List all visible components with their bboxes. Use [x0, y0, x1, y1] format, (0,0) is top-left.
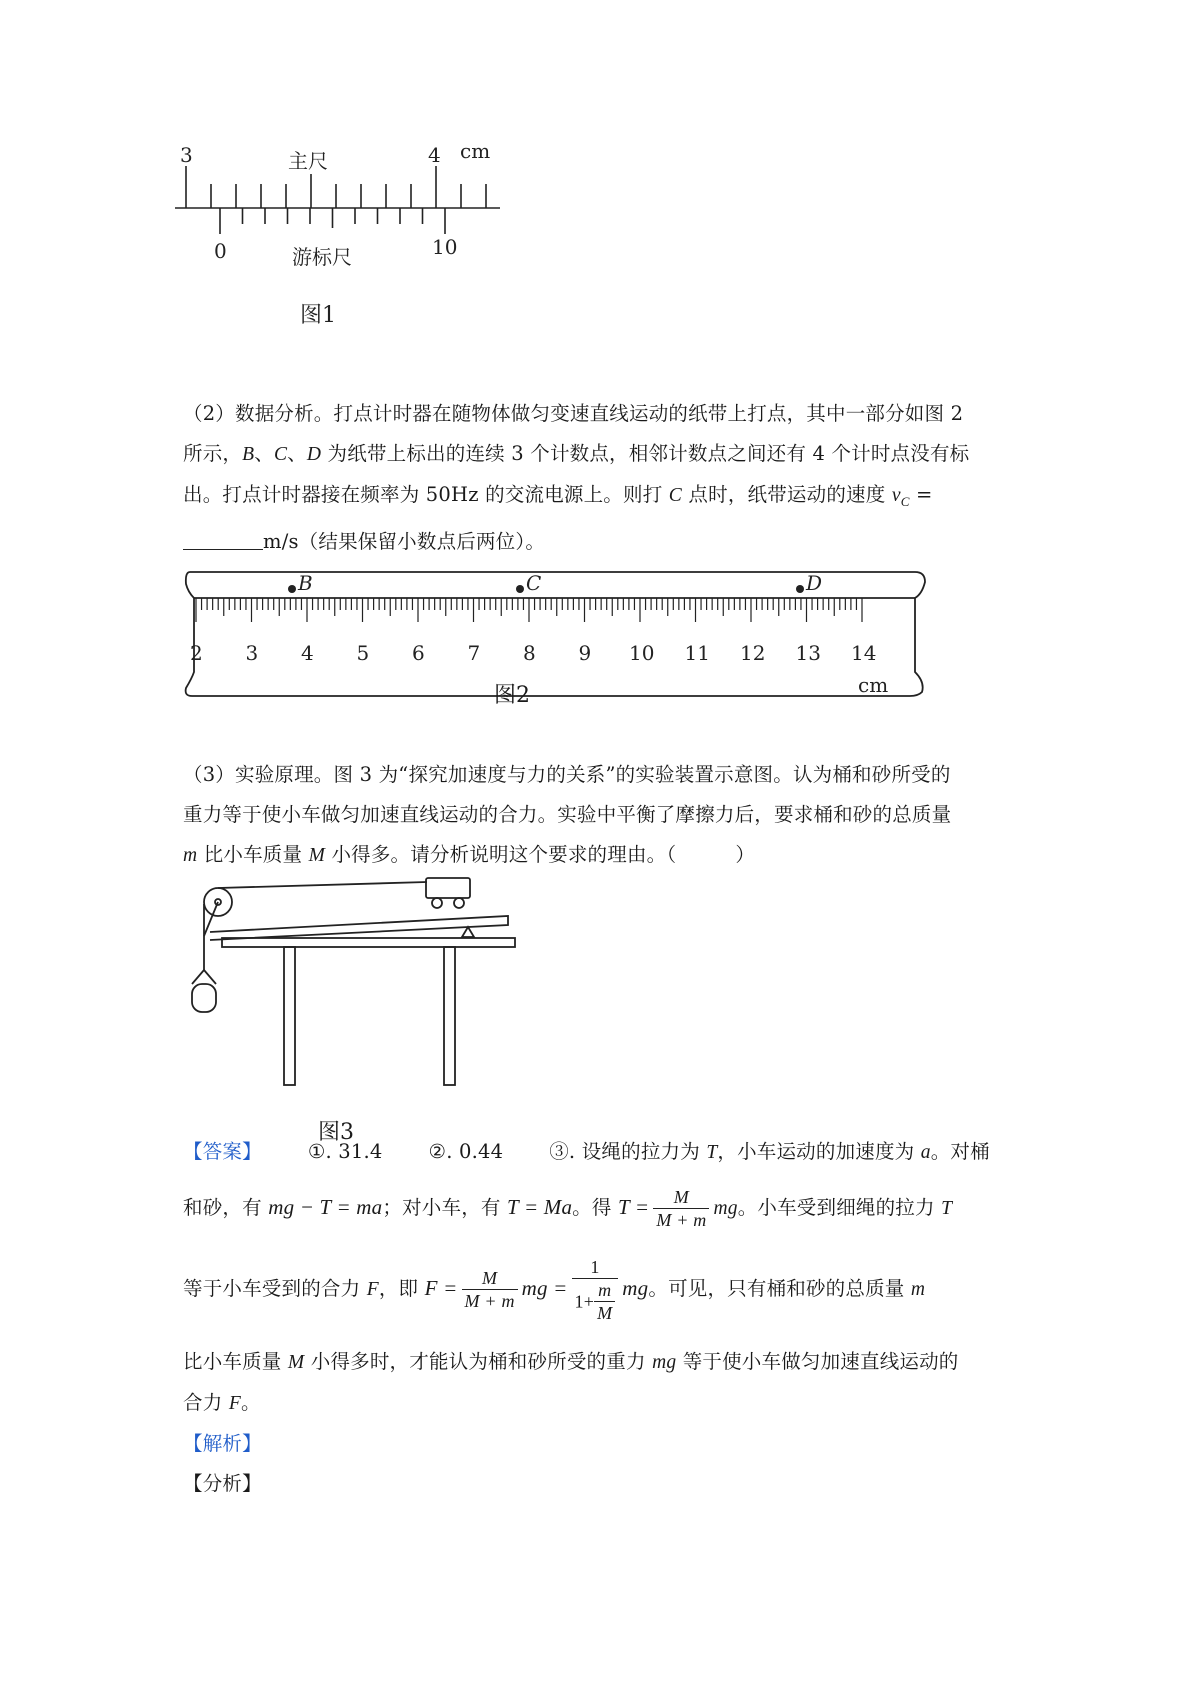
answer-text: 小得多时，才能认为桶和砂所受的重力	[304, 1350, 653, 1373]
answer-text: 等于使小车做匀加速直线运动的	[676, 1350, 959, 1373]
q2-line-1: （2）数据分析。打点计时器在随物体做匀变速直线运动的纸带上打点，其中一部分如图 2	[183, 402, 964, 425]
force-f: F	[366, 1279, 379, 1300]
tape-tick-label: 4	[301, 641, 314, 665]
mass-big-m: M	[287, 1352, 305, 1373]
tape-point-d	[796, 585, 804, 593]
q2-sep: 、	[254, 442, 274, 465]
tape-tick-label: 5	[356, 641, 370, 665]
figure-2-ruler-tape	[170, 560, 930, 710]
fraction-one-over	[572, 1256, 619, 1324]
q2-sep: 、	[287, 442, 307, 465]
figure-3-apparatus	[180, 870, 530, 1110]
q2-line-2	[183, 434, 1033, 475]
main-scale-label: 主尺	[288, 149, 328, 173]
q2-line-3	[183, 475, 1033, 522]
equation-mg-equals: mg =	[521, 1276, 568, 1300]
q3-line-2: 重力等于使小车做匀加速直线运动的合力。实验中平衡了摩擦力后，要求桶和砂的总质量	[183, 803, 952, 826]
answer-2: ②. 0.44	[428, 1140, 504, 1163]
weight-mg: mg	[652, 1352, 677, 1373]
q3-line-1: （3）实验原理。图 3 为“探究加速度与力的关系”的实验装置示意图。认为桶和砂所受的	[183, 763, 951, 786]
answer-line-3	[183, 1248, 1033, 1332]
equation-tension-lhs: T =	[617, 1195, 650, 1219]
tape-label-b: B	[298, 571, 313, 595]
q3-text: 比小车质量	[197, 843, 309, 866]
q3-text: 小得多。请分析说明这个要求的理由。（ ）	[325, 843, 756, 866]
tape-label-d: D	[806, 571, 823, 595]
vernier-0: 0	[214, 239, 227, 263]
mass-big-m: M	[308, 845, 326, 866]
tape-tick-label: 11	[684, 641, 710, 665]
tape-unit-cm: cm	[858, 673, 889, 697]
q2-text: 点时，纸带运动的速度	[682, 483, 892, 506]
tension-t: T	[941, 1198, 953, 1219]
fraction-m-over-m-plus-m	[653, 1186, 709, 1231]
tape-tick-label: 3	[245, 641, 259, 665]
tape-tick-label: 2	[190, 641, 203, 665]
fraction-denominator	[572, 1279, 619, 1324]
point-d-ref: D	[306, 444, 322, 465]
inner-numerator: m	[594, 1279, 615, 1302]
fraction-numerator: M	[462, 1267, 518, 1290]
figure-2-caption: 图2	[494, 683, 530, 708]
q2-text: 出。打点计时器接在频率为 50Hz 的交流电源上。则打	[183, 483, 669, 506]
answer-blank[interactable]	[183, 531, 263, 550]
mass-m: m	[910, 1279, 926, 1300]
answer-line-2	[183, 1178, 1033, 1236]
equation-mg: mg	[622, 1276, 649, 1300]
fenxi-tag: 【分析】	[183, 1472, 262, 1495]
equation-force-lhs: F =	[424, 1276, 458, 1300]
tape-tick-label: 13	[795, 641, 821, 665]
answer-block	[183, 1132, 1033, 1504]
tape-tick-label: 14	[851, 641, 877, 665]
jiexi-tag: 【解析】	[183, 1432, 262, 1455]
tape-tick-label: 12	[740, 641, 766, 665]
figure-1-vernier-caliper	[170, 140, 550, 340]
answer-text: ，即	[378, 1277, 425, 1300]
fraction-numerator: M	[653, 1186, 709, 1209]
fraction-numerator: 1	[572, 1256, 619, 1279]
question-3	[183, 755, 1033, 876]
accel-a: a	[920, 1142, 931, 1163]
answer-line-1	[183, 1132, 1033, 1172]
q2-line-4	[183, 522, 1033, 562]
inner-denominator: M	[597, 1302, 613, 1323]
answer-text: 等于小车受到的合力	[183, 1277, 367, 1300]
answer-text: ，小车运动的加速度为	[717, 1140, 921, 1163]
tape-tick-label: 6	[412, 641, 425, 665]
main-scale-4: 4	[428, 143, 441, 167]
answer-text: 。得	[572, 1196, 618, 1219]
answer-text: 比小车质量	[183, 1350, 288, 1373]
answer-text: 。对桶	[930, 1140, 990, 1163]
q2-equals: =	[909, 483, 933, 506]
equation-bucket: mg − T = ma	[268, 1195, 383, 1219]
tape-point-b	[288, 585, 296, 593]
point-b-ref: B	[242, 444, 255, 465]
velocity-subscript: C	[900, 493, 910, 509]
main-scale-3: 3	[180, 143, 193, 167]
tape-tick-label: 9	[578, 641, 592, 665]
tape-tick-label: 8	[523, 641, 536, 665]
tape-tick-label: 10	[629, 641, 655, 665]
velocity-symbol: v	[891, 485, 901, 506]
equation-mg: mg	[713, 1198, 738, 1219]
q2-text: 所示，	[183, 442, 243, 465]
fraction-denominator: M + m	[464, 1291, 515, 1311]
fraction-m-over-m-plus-m	[462, 1267, 518, 1312]
equation-cart: T = Ma	[507, 1195, 573, 1219]
answer-line-4	[183, 1342, 1033, 1383]
answer-text: 。	[240, 1391, 261, 1414]
q2-text: 为纸带上标出的连续 3 个计数点，相邻计数点之间还有 4 个计时点没有标	[321, 442, 970, 465]
point-c-ref: C	[273, 444, 288, 465]
answer-1: ①. 31.4	[307, 1140, 383, 1163]
answer-3: ③. 设绳的拉力为	[549, 1140, 707, 1163]
point-c-ref: C	[668, 485, 683, 506]
unit-cm: cm	[460, 140, 491, 163]
question-2	[183, 394, 1033, 562]
den-one-plus: 1+	[574, 1291, 595, 1311]
answer-tag: 【答案】	[183, 1140, 262, 1163]
vernier-10: 10	[432, 235, 458, 259]
answer-text: 合力	[183, 1391, 229, 1414]
tape-tick-label: 7	[467, 641, 481, 665]
figure-1-caption: 图1	[300, 303, 336, 328]
inner-fraction	[594, 1279, 615, 1324]
answer-text: 和砂，有	[183, 1196, 269, 1219]
vernier-label: 游标尺	[292, 245, 352, 269]
answer-text: ；对小车，有	[382, 1196, 507, 1219]
answer-line-5	[183, 1383, 1033, 1424]
force-f: F	[228, 1393, 241, 1414]
mass-m: m	[183, 845, 198, 866]
figure-3-caption: 图3	[318, 1120, 354, 1145]
tape-point-c	[516, 585, 524, 593]
tension-t: T	[706, 1142, 718, 1163]
answer-text: 。可见，只有桶和砂的总质量	[648, 1277, 911, 1300]
q2-text: m/s（结果保留小数点后两位）。	[263, 529, 546, 553]
tape-label-c: C	[526, 571, 542, 595]
answer-text: 。小车受到细绳的拉力	[737, 1196, 942, 1219]
fraction-denominator: M + m	[656, 1210, 707, 1230]
